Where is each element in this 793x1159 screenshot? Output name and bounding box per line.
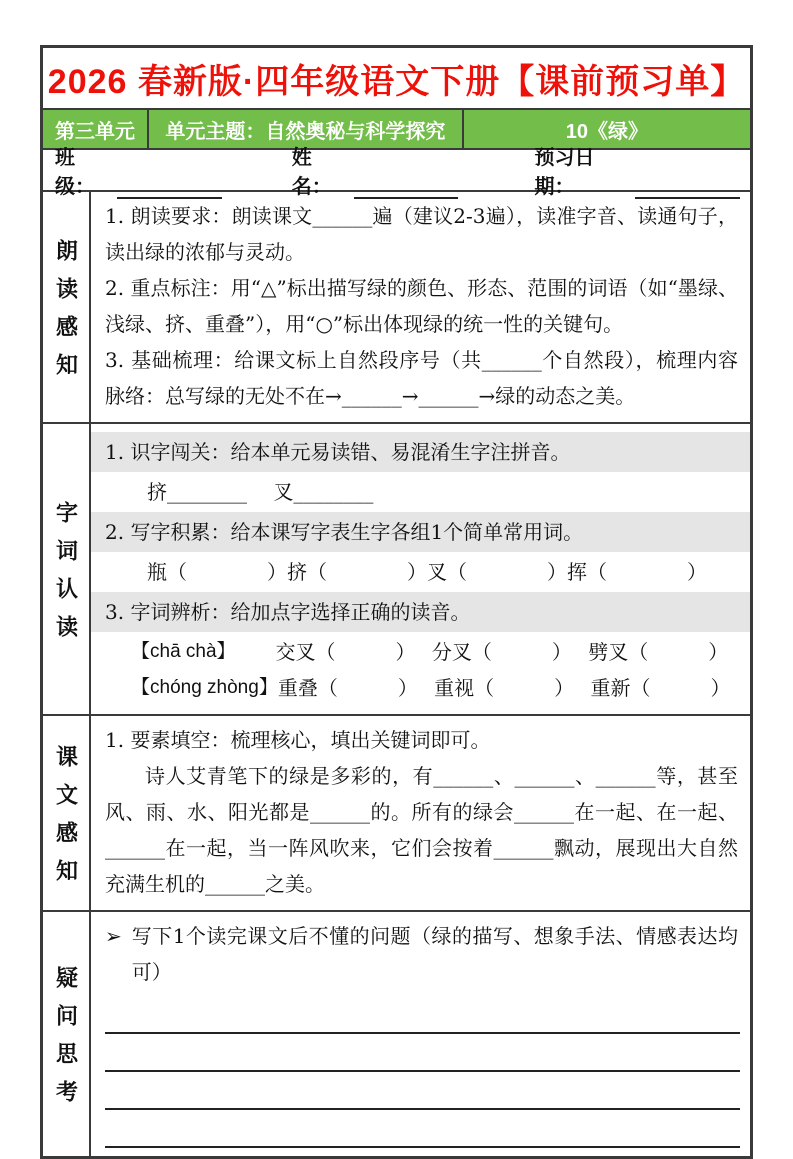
comprehension-fill-paragraph: 诗人艾青笔下的绿是多彩的，有______、______、______等，甚至风、雨、水、阳光都是______的。所有的绿会______在一起、在一起、______在一起，当一阵风吹来，它们会按着______飘动，展现出大自然充满生机的______之美。 — [105, 764, 738, 896]
words-task-2-blanks: 瓶（ ）挤（ ）叉（ ）挥（ ） — [147, 560, 707, 584]
words-task-2-title: 2. 写字积累：给本课写字表生字各组1个简单常用词。 — [91, 512, 750, 552]
words-task-1-title: 1. 识字闯关：给本单元易读错、易混淆生字注拼音。 — [91, 432, 750, 472]
answer-line-2 — [105, 1034, 740, 1072]
name-label: 姓名： — [291, 147, 332, 198]
answer-line-1 — [105, 996, 740, 1034]
words-task-1-blanks: 挤________ 叉________ — [147, 480, 374, 504]
question-prompt: 写下1个读完课文后不懂的问题（绿的描写、想象手法、情感表达均可） — [131, 924, 738, 984]
arrow-bullet-icon: ➢ — [105, 924, 122, 948]
reading-task-3: 3. 基础梳理：给课文标上自然段序号（共______个自然段），梳理内容脉络：总写绿的无处不在→______→______→绿的动态之美。 — [105, 348, 738, 408]
words-task-3-row-1-items: 交叉（ ） 分叉（ ） 劈叉（ ） — [235, 640, 729, 664]
unit-theme: 单元主题：自然奥秘与科学探究 — [149, 110, 464, 148]
section-words — [43, 422, 750, 714]
section-comprehension-side — [43, 716, 91, 910]
section-words-label: 字词认读 — [53, 501, 79, 653]
info-row — [43, 147, 750, 198]
section-reading-label: 朗读感知 — [53, 239, 79, 391]
reading-task-2: 2. 重点标注：用“△”标出描写绿的颜色、形态、范围的词语（如“墨绿、浅绿、挤、重叠”），用“○”标出体现绿的统一性的关键句。 — [105, 276, 738, 336]
section-reading-side — [43, 192, 91, 422]
words-task-3-row-2-items: 重叠（ ） 重视（ ） 重新（ ） — [277, 676, 731, 700]
section-questions-side — [43, 912, 91, 1156]
page-title: 2026 春新版·四年级语文下册【课前预习单】 — [47, 62, 746, 101]
words-task-3-row-2 — [91, 670, 750, 706]
pinyin-chong: 【chóng zhòng】 — [131, 677, 278, 698]
worksheet — [40, 45, 753, 1159]
section-comprehension-label: 课文感知 — [53, 745, 79, 897]
section-words-side — [43, 424, 91, 714]
question-prompt-row — [91, 918, 750, 990]
section-questions-label: 疑问思考 — [53, 966, 79, 1118]
pinyin-cha: 【chā chà】 — [131, 641, 236, 662]
words-task-3-row-1 — [91, 634, 750, 670]
section-questions — [43, 910, 750, 1156]
answer-line-4 — [105, 1110, 740, 1148]
reading-task-1: 1. 朗读要求：朗读课文______遍（建议2-3遍），读准字音、读通句子，读出绿的浓郁与灵动。 — [105, 204, 738, 264]
words-task-3-title: 3. 字词辨析：给加点字选择正确的读音。 — [91, 592, 750, 632]
class-label: 班级： — [55, 147, 95, 198]
lesson-title: 10《绿》 — [565, 120, 648, 143]
answer-line-3 — [105, 1072, 740, 1110]
comprehension-task-1: 1. 要素填空：梳理核心，填出关键词即可。 — [105, 728, 491, 752]
section-reading — [43, 192, 750, 422]
date-label: 预习日期： — [534, 147, 595, 198]
unit-number: 第三单元 — [43, 110, 149, 148]
section-comprehension — [43, 714, 750, 910]
